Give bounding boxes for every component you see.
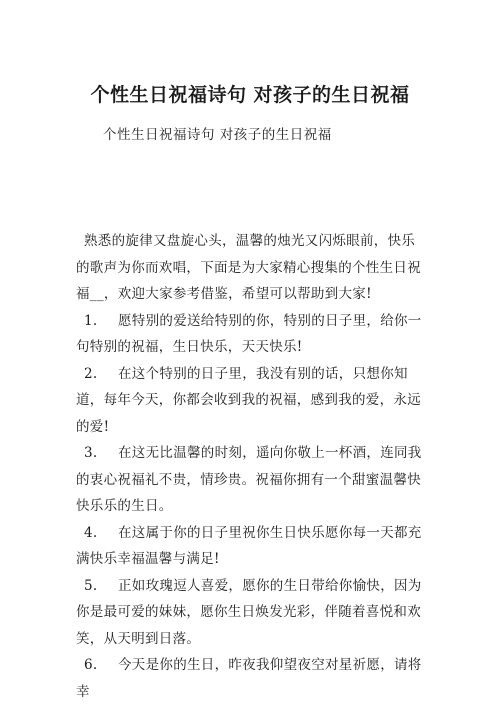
document-subtitle: 个性生日祝福诗句 对孩子的生日祝福 (103, 127, 332, 143)
item-number: 6. (84, 657, 98, 673)
item-text: 愿特别的爱送给特别的你，特别的日子里，给你一句特别的祝福，生日快乐，天天快乐! (76, 312, 422, 355)
intro-paragraph: 熟悉的旋律又盘旋心头，温馨的烛光又闪烁眼前，快乐的歌声为你而欢唱，下面是为大家精心搜集的个性生日祝福__，欢迎大家参考借鉴，希望可以帮助到大家! (76, 233, 421, 302)
item-text: 在这属于你的日子里祝你生日快乐愿你每一天都充满快乐幸福温馨与满足! (76, 524, 422, 567)
item-number: 5. (84, 577, 98, 594)
item-number: 2. (84, 365, 98, 382)
list-item (76, 520, 428, 573)
item-text: 在这个特别的日子里，我没有别的话，只想你知道，每年今天，你都会收到我的祝福，感到我的爱，永远的爱! (76, 365, 421, 435)
item-text: 今天是你的生日，昨夜我仰望夜空对星祈愿，请将幸 (76, 657, 422, 700)
list-item (76, 361, 428, 441)
list-item (76, 440, 428, 520)
list-item (76, 573, 428, 653)
item-number: 1. (84, 312, 98, 329)
list-item (76, 652, 428, 705)
item-text: 在这无比温馨的时刻，遥向你敬上一杯酒，连同我的衷心祝福礼不贵，情珍贵。祝福你拥有一个甜蜜温馨快快乐乐的生日。 (76, 445, 422, 514)
document-body (76, 228, 428, 705)
item-number: 4. (84, 524, 98, 541)
document-title: 个性生日祝福诗句 对孩子的生日祝福 (90, 84, 410, 106)
list-item (76, 308, 428, 361)
item-text: 正如玫瑰逗人喜爱，愿你的生日带给你愉快，因为你是最可爱的妹妹，愿你生日焕发光彩，伴随着喜悦和欢笑，从天明到日落。 (76, 577, 422, 647)
item-number: 3. (84, 445, 98, 461)
